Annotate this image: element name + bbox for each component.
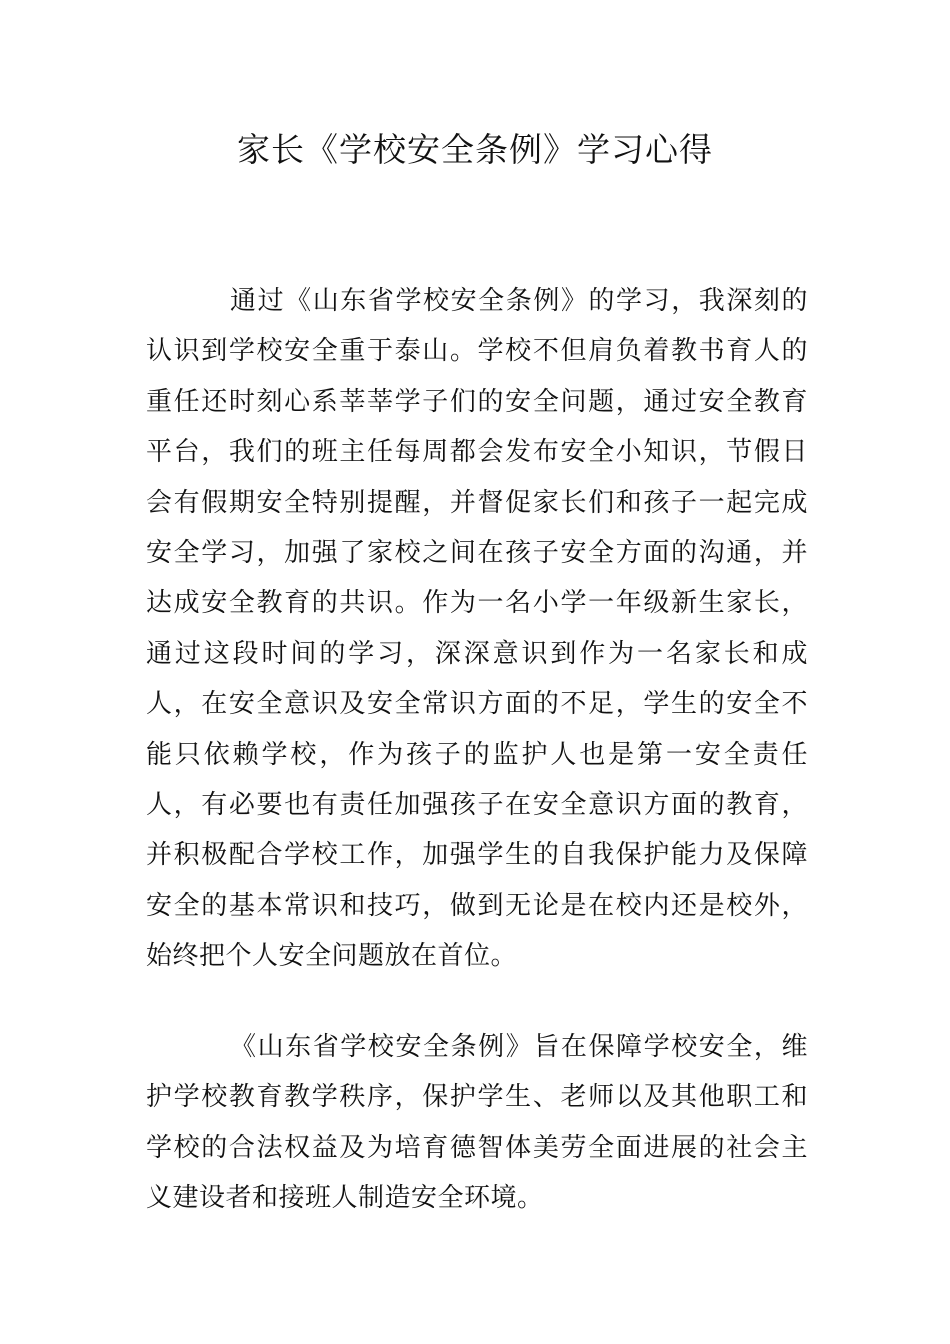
body-paragraph-2: 《山东省学校安全条例》旨在保障学校安全，维护学校教育教学秩序，保护学生、老师以及其他职工和学校的合法权益及为培育德智体美劳全面进展的社会主义建设者和接班人制造安全环境。: [146, 1032, 808, 1214]
document-title: 家长《学校安全条例》学习心得: [237, 130, 713, 169]
body-paragraph-1: 通过《山东省学校安全条例》的学习，我深刻的认识到学校安全重于泰山。学校不但肩负着教书育人的重任还时刻心系莘莘学子们的安全问题，通过安全教育平台，我们的班主任每周都会发布安全小知识，节假日会有假期安全特别提醒，并督促家长们和孩子一起完成安全学习，加强了家校之间在孩子安全方面的沟通，并达成安全教育的共识。作为一名小学一年级新生家长，通过这段时间的学习，深深意识到作为一名家长和成人，在安全意识及安全常识方面的不足，学生的安全不能只依赖学校，作为孩子的监护人也是第一安全责任人，有必要也有责任加强孩子在安全意识方面的教育，并积极配合学校工作，加强学生的自我保护能力及保障安全的基本常识和技巧，做到无论是在校内还是校外，始终把个人安全问题放在首位。: [146, 286, 808, 972]
